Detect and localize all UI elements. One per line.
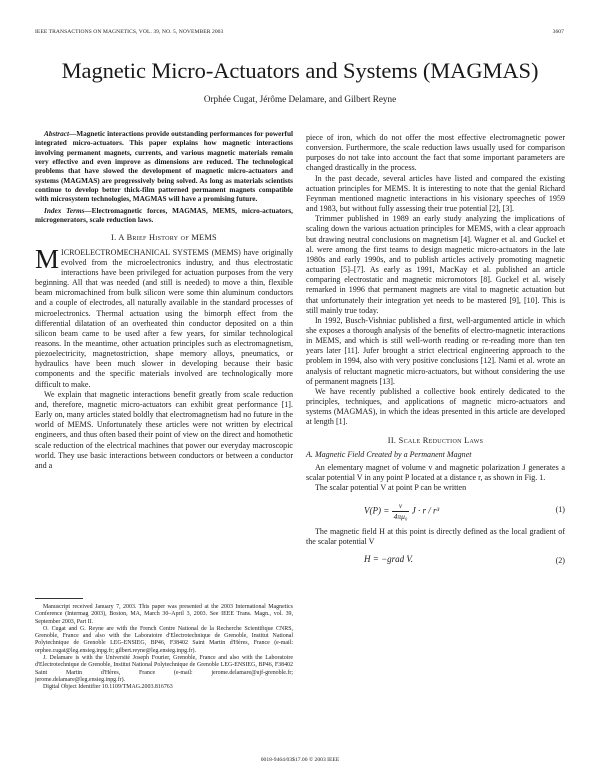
section-2-paragraph-1: An elementary magnet of volume v and magnetic polarization J generates a scalar potential V in any point P located at a distance r, as shown in Fig. 1. bbox=[306, 462, 565, 482]
section-1-paragraph-1 bbox=[35, 243, 293, 390]
equation-2-number: (2) bbox=[555, 555, 565, 565]
section-1-paragraph-3: piece of iron, which do not offer the most effective electromagnetic power conversion. Furthermore, the scale reduction laws usually used for comparison purposes do not take into account the fact that some important parameters are changed drastically in the process. bbox=[306, 133, 565, 173]
subsection-a-heading: A. Magnetic Field Created by a Permanent Magnet bbox=[306, 449, 472, 459]
section-2-heading: II. Scale Reduction Laws bbox=[387, 435, 484, 445]
abstract bbox=[35, 130, 293, 205]
section-1-paragraph-7: We have recently published a collective book entirely dedicated to the principles, techniques, and applications of magnetic micro-actuators and systems (MAGMAS), in which the ideas presented in this article are developed at length [1]. bbox=[306, 386, 565, 427]
right-column bbox=[306, 133, 565, 572]
equation-1-tail: J · r / r³ bbox=[411, 506, 440, 517]
page-number: 3607 bbox=[552, 29, 564, 35]
footnote-rule bbox=[35, 598, 83, 599]
abstract-text: Magnetic interactions provide outstanding performances for powerful integrated micro-actuators. This paper explains how magnetic interactions involving permanent magnets, currents, and various magnetic materials remain very effective and even improve as dimensions are reduced. The technological problems that have slowed the development of magnetic micro-actuators and systems (MAGMAS) are progressively being solved. As long as materials scientists continue to develop better thick-film patterned permanent magnets compatible with microsystem technologies, MAGMAS will have a promising future. bbox=[35, 130, 293, 204]
index-terms bbox=[35, 207, 293, 226]
footnote-affiliation-1: O. Cugat and G. Reyne are with the French Centre National de la Recherche Scientifique CNRS, Grenoble, France and also with the Laboratoire d'Electrotechnique de Grenoble, Institut National Polytechnique de Grenoble LEG-ENSIEG, BP46, F38402 Saint Martin d'Hères, France (e-mail: orphee.cugat@leg.ensieg.inpg.fr; gilbert.reyne@leg.ensieg.inpg.fr). bbox=[35, 625, 293, 654]
running-header bbox=[35, 29, 564, 39]
index-terms-text: Electromagnetic forces, MAGMAS, MEMS, micro-actuators, microgenerators, scale reduction laws. bbox=[35, 206, 293, 225]
copyright-footer: 0018-9464/03$17.00 © 2003 IEEE bbox=[260, 757, 340, 763]
equation-1 bbox=[306, 497, 565, 523]
section-2-paragraph-2: The scalar potential V at point P can be written bbox=[315, 483, 467, 493]
footnote-manuscript: Manuscript received January 7, 2003. This paper was presented at the 2003 International Magnetics Conference (Intermag 2003), Boston, MA, March 30–April 3, 2003. See IEEE Trans. Magn., vol. 39, September 2003, Part II. bbox=[35, 604, 293, 625]
section-1-paragraph-1-text: ICROELECTROMECHANICAL SYSTEMS (MEMS) have originally evolved from the microelectronics industry, and thus electrostatic interactions have been privileged for actuation purposes from the very beginning. All that was needed (and still is needed) to move a thin, flexible beam micromachined from bulk silicon were some thin aluminum conductors and a couple of electrodes, all naturally available in the standard processes of microelectronics. Thermal actuation using the bimorph effect from the differential dilatation of an overheated thin conductor deposited on a thin silicon beam came to be used after a few years, for similar technological reasons. In the meantime, other actuation principles such as electromagnetism, piezoelectricity, magnetostriction, shape memory alloys, pneumatics, or hydraulics have been much slower in developing because their basic components and the specific materials involved are technologically more difficult to make. bbox=[35, 247, 293, 389]
paper-title: Magnetic Micro-Actuators and Systems (MAGMAS) bbox=[61, 58, 539, 83]
section-1-paragraph-6: In 1992, Busch-Vishniac published a first, well-argumented article in which she exposes a thorough analysis of the benefits of electro-magnetic interactions in MEMS, and which is still well-worth reading or re-reading more than ten years later [11]. Jufer brought a strict electrical engineering approach to the problem in 1994, also with very positive conclusions [12]. Nami et al. wrote an analysis of reluctant magnetic micro-actuators, but without considering the use of permanent magnets [13]. bbox=[306, 315, 565, 386]
abstract-label: Abstract— bbox=[44, 130, 77, 138]
equation-1-number: (1) bbox=[555, 505, 565, 515]
equation-1-lhs: V(P) = bbox=[364, 506, 390, 517]
footnote-affiliation-2: J. Delamare is with the Université Joseph Fourier, Grenoble, France and also with the Laboratoire d'Electrotechnique de Grenoble, Institut National Polytechnique de Grenoble LEG-ENSIEG, BP46, F38402 Saint Martin d'Hères, France (e-mail: jerome.delamare@ujf-grenoble.fr; jerome.delamare@leg.ensieg.inpg.fr). bbox=[35, 655, 293, 683]
footnotes bbox=[35, 598, 293, 692]
section-1-paragraph-2: We explain that magnetic interactions benefit greatly from scale reduction and, therefore, magnetic micro-actuators can exhibit great performance [1]. Early on, many articles stated boldly that electromagnetism had no future in the world of MEMS. Unfortunately these articles were not written by electrical engineers, and thus often based their point of view on the direct and homothetic scale reduction of the electrical machines that power our everyday macroscopic world. They use basic interactions between conductors or between a conductor and a bbox=[35, 389, 293, 470]
equation-1-denominator: 4πμ₀ bbox=[393, 512, 408, 522]
index-terms-label: Index Terms— bbox=[44, 206, 92, 215]
drop-cap: M bbox=[35, 243, 60, 274]
section-1-heading: I. A Brief History of MEMS bbox=[111, 233, 217, 243]
author-list: Orphée Cugat, Jérôme Delamare, and Gilbert Reyne bbox=[203, 94, 397, 104]
equation-1-numerator: v bbox=[392, 501, 410, 512]
section-1-paragraph-5: Trimmer published in 1989 an early study analyzing the implications of scaling down the various actuation principles for MEMS, with a clear approach but drawing neutral conclusions on magnetism [4]. Wagner et al. and Guckel et al. were among the first teams to design magnetic micro-actuators in the late 1980s and early 1990s, and to publish articles actively promoting magnetic actuation [5]–[7]. As early as 1991, MacKay et al. published an article comparing electrostatic and magnetic micromotors [8]. Guckel et al. wisely remarked in 1996 that permanent magnets are vital to magnetic actuation but that unfortunately their integration yet needs to be mastered [9], [10]. This is still mainly true today. bbox=[306, 214, 565, 315]
left-column bbox=[35, 130, 293, 471]
section-2-paragraph-3: The magnetic field H at this point is directly defined as the local gradient of the scalar potential V bbox=[306, 527, 565, 547]
equation-2 bbox=[306, 552, 565, 568]
journal-citation: IEEE TRANSACTIONS ON MAGNETICS, VOL. 39, NO. 5, NOVEMBER 2003 bbox=[35, 29, 224, 35]
footnote-doi: Digital Object Identifier 10.1109/TMAG.2003.816763 bbox=[43, 684, 173, 691]
section-1-paragraph-4: In the past decade, several articles have listed and compared the existing actuation principles for MEMS. It is interesting to note that the genial Richard Feynman mentioned magnetic interactions in his visionary speeches of 1959 and 1983, but without fully assessing their true potential [2], [3]. bbox=[306, 173, 565, 214]
equation-1-fraction bbox=[392, 501, 410, 522]
equation-1-body bbox=[364, 501, 439, 522]
equation-2-body: H = −grad V. bbox=[364, 553, 413, 564]
